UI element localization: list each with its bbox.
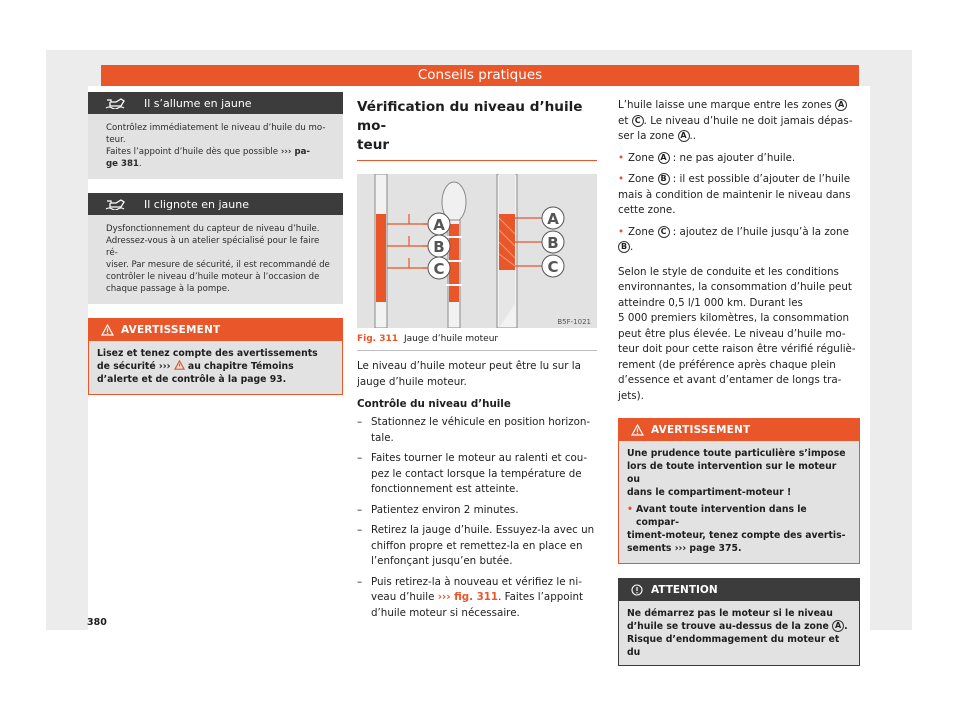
warning-box [618, 418, 860, 564]
text-line: chiffon propre et remettez-la en place en [371, 539, 583, 552]
bullet: • [627, 504, 633, 515]
zone-list [618, 151, 860, 256]
text-line: teur. [106, 135, 126, 145]
indicator-title: Il clignote en jaune [144, 197, 249, 211]
warning-triangle-icon [174, 361, 185, 372]
chapter-link[interactable]: au chapitre Témoins [187, 361, 294, 372]
text: .. [689, 130, 697, 142]
subheading: Contrôle du niveau d’huile [357, 398, 511, 410]
text: sements [627, 543, 672, 554]
text-line: viser. Par mesure de sécurité, il est recommandé de [106, 260, 330, 270]
indicator-box-blinking [88, 193, 343, 304]
page-link[interactable]: ge 381 [106, 159, 139, 169]
text: . [844, 621, 848, 632]
text: : ajoutez de l’huile jusqu’à la zone [672, 225, 849, 238]
warning-box [88, 318, 343, 395]
text-line: Selon le style de conduite et les conditions [618, 265, 839, 278]
middle-column [357, 98, 597, 621]
attention-title: ATTENTION [651, 584, 718, 596]
text-line: rement (de préférence après chaque plein [618, 358, 836, 371]
text-line: Retirez la jauge d’huile. Essuyez-la avec un [371, 524, 595, 536]
text: . [737, 543, 742, 554]
section-title [357, 98, 597, 161]
text-line: Risque d’endommagement du moteur et du [627, 634, 840, 658]
indicator-text [88, 114, 343, 179]
text: : il est possible d’ajouter de l’huile [672, 173, 851, 185]
text-line [106, 146, 333, 158]
text-line [106, 158, 333, 170]
step-item [357, 451, 597, 498]
text-line: Stationnez le véhicule en position horizon- [371, 416, 591, 428]
text: Faites l’appoint d’huile dès que possible [106, 147, 279, 157]
text: . Faites l’appoint [498, 591, 584, 603]
page-link[interactable]: ››› page 375 [674, 543, 738, 554]
step-item [357, 415, 597, 446]
dipstick-illustration [357, 174, 597, 328]
text-line: teur doit pour cette raison être vérifié réguliè- [618, 343, 856, 355]
left-column [88, 86, 343, 395]
text: Zone [628, 151, 655, 164]
text-line: timent-moteur, tenez compte des avertis- [627, 530, 846, 541]
text: veau d’huile [371, 591, 435, 603]
consumption-paragraph [618, 265, 860, 405]
zone-item [618, 172, 860, 219]
text-line [97, 360, 334, 373]
text: L’huile laisse une marque entre les zones [618, 99, 832, 111]
text: de sécurité ››› [97, 361, 171, 372]
text-line: chaque passage à la pompe. [106, 284, 230, 294]
text: ser la zone [618, 130, 675, 142]
text-line [627, 542, 851, 555]
zones-paragraph [618, 98, 860, 145]
text-line: Avant toute intervention dans le compar- [636, 504, 807, 528]
text-line: d’essence et avant d’entamer de longs tra- [618, 374, 842, 386]
text-line: Dysfonctionnement du capteur de niveau d’huile. [106, 224, 320, 234]
text-line: fonctionnement est atteinte. [371, 483, 519, 495]
dash: – [357, 503, 363, 516]
text: . [630, 241, 634, 253]
indicator-title: Il s’allume en jaune [144, 96, 252, 110]
zone-label-c: C [547, 258, 559, 276]
text: . [138, 159, 142, 169]
zone-badge: B [658, 173, 670, 185]
text-line [618, 129, 860, 145]
indicator-text [88, 215, 343, 304]
text-line [371, 590, 583, 606]
dash: – [357, 524, 363, 536]
text: Zone [628, 173, 655, 185]
step-item [357, 503, 597, 519]
text-line: l’enfonçant jusqu’en butée. [371, 555, 513, 567]
text: : ne pas ajouter d’huile. [672, 151, 796, 164]
dipstick-figure [357, 174, 597, 328]
figure-code: B5F-1021 [557, 318, 591, 326]
text-line: dans le compartiment-moteur ! [627, 487, 792, 498]
zone-label-b: B [433, 238, 445, 256]
warning-triangle-icon [623, 424, 651, 436]
zone-badge: A [835, 99, 847, 111]
oil-level-icon [88, 97, 144, 109]
text: Zone [628, 225, 655, 238]
text-line: Une prudence toute particulière s’impose [627, 448, 846, 459]
zone-label-c: C [433, 260, 445, 278]
zone-badge: A [678, 130, 690, 142]
zone-badge: B [618, 241, 630, 253]
warning-title: AVERTISSEMENT [651, 424, 751, 436]
attention-header [619, 579, 859, 601]
bullet: • [618, 151, 625, 164]
dash: – [357, 452, 363, 464]
text-line: 5 000 premiers kilomètres, la consommation [618, 312, 850, 324]
text-line: Ne démarrez pas le moteur si le niveau [627, 608, 833, 619]
indicator-header [88, 193, 343, 215]
text-line: Le niveau d’huile moteur peut être lu sur la [357, 360, 581, 372]
text-line [618, 114, 860, 130]
text-line: Puis retirez-la à nouveau et vérifiez le ni- [371, 575, 582, 588]
text-line: pez le contact lorsque la température de [371, 467, 582, 480]
text-line: d’alerte et de contrôle à la page 93. [97, 374, 287, 385]
text-line [618, 98, 860, 114]
text-line: cette zone. [618, 204, 676, 216]
text-line: atteindre 0,5 l/1 000 km. Durant les [618, 296, 803, 309]
right-column [618, 98, 860, 666]
text-line: d’huile moteur si nécessaire. [371, 606, 520, 619]
attention-box [618, 578, 860, 666]
caption-text: Jauge d’huile moteur [404, 334, 499, 344]
title-line: Vérification du niveau d’huile mo- [357, 99, 583, 134]
zone-badge: A [832, 620, 844, 632]
text-line: peut être plus élevée. Le niveau d’huile mo- [618, 327, 846, 340]
section-header: Conseils pratiques [101, 65, 859, 86]
warning-text [89, 341, 342, 394]
warning-header [619, 419, 859, 441]
text-line: Lisez et tenez compte des avertissements [97, 348, 318, 359]
zone-badge: C [658, 226, 670, 238]
manual-page [87, 86, 870, 658]
text-line: Patientez environ 2 minutes. [371, 503, 519, 516]
title-line: teur [357, 137, 390, 153]
warning-title: AVERTISSEMENT [121, 324, 221, 336]
figure-caption [357, 334, 597, 351]
figure-link[interactable]: ››› fig. 311 [437, 591, 499, 603]
text-line [627, 620, 851, 633]
page-number: 380 [87, 617, 107, 628]
zone-item [618, 151, 860, 167]
text-line: lors de toute intervention sur le moteur ou [627, 461, 837, 485]
text-line: mais à condition de maintenir le niveau dans [618, 188, 851, 201]
text-line: environnantes, la consommation d’huile peut [618, 281, 852, 293]
page-link[interactable]: ››› pa- [280, 147, 310, 157]
zone-badge: A [658, 152, 670, 164]
text: d’huile se trouve au-dessus de la zone [627, 621, 829, 632]
zone-label-b: B [547, 234, 559, 252]
warning-text [619, 441, 859, 563]
text-line: tale. [371, 431, 394, 444]
step-item [357, 575, 597, 622]
zone-badge: C [632, 115, 644, 127]
info-icon [623, 584, 651, 596]
text-line: Faites tourner le moteur au ralenti et cou- [371, 452, 588, 464]
text-line: jets). [618, 389, 644, 402]
text-line: Adressez-vous à un atelier spécialisé pour le faire ré- [106, 236, 320, 258]
zone-item [618, 225, 860, 256]
warning-header [89, 319, 342, 341]
dash: – [357, 575, 363, 588]
text-line: Contrôlez immédiatement le niveau d’huile du mo- [106, 123, 326, 133]
step-item [357, 523, 597, 570]
indicator-header [88, 92, 343, 114]
zone-label-a: A [433, 216, 445, 234]
warning-bullet [627, 503, 851, 555]
attention-text [619, 601, 859, 665]
bullet: • [618, 225, 625, 238]
text: et [618, 114, 629, 127]
intro-paragraph [357, 359, 597, 390]
bullet: • [618, 173, 625, 185]
oil-level-icon [88, 198, 144, 210]
text: . Le niveau d’huile ne doit jamais dépas- [643, 114, 853, 127]
figure-number: Fig. 311 [357, 334, 399, 344]
zone-label-a: A [547, 210, 559, 228]
text-line: jauge d’huile moteur. [357, 375, 467, 388]
indicator-box-steady [88, 92, 343, 179]
dash: – [357, 416, 363, 428]
text-line: contrôler le niveau d’huile moteur à l’occasion de [106, 272, 320, 282]
warning-triangle-icon [93, 324, 121, 336]
